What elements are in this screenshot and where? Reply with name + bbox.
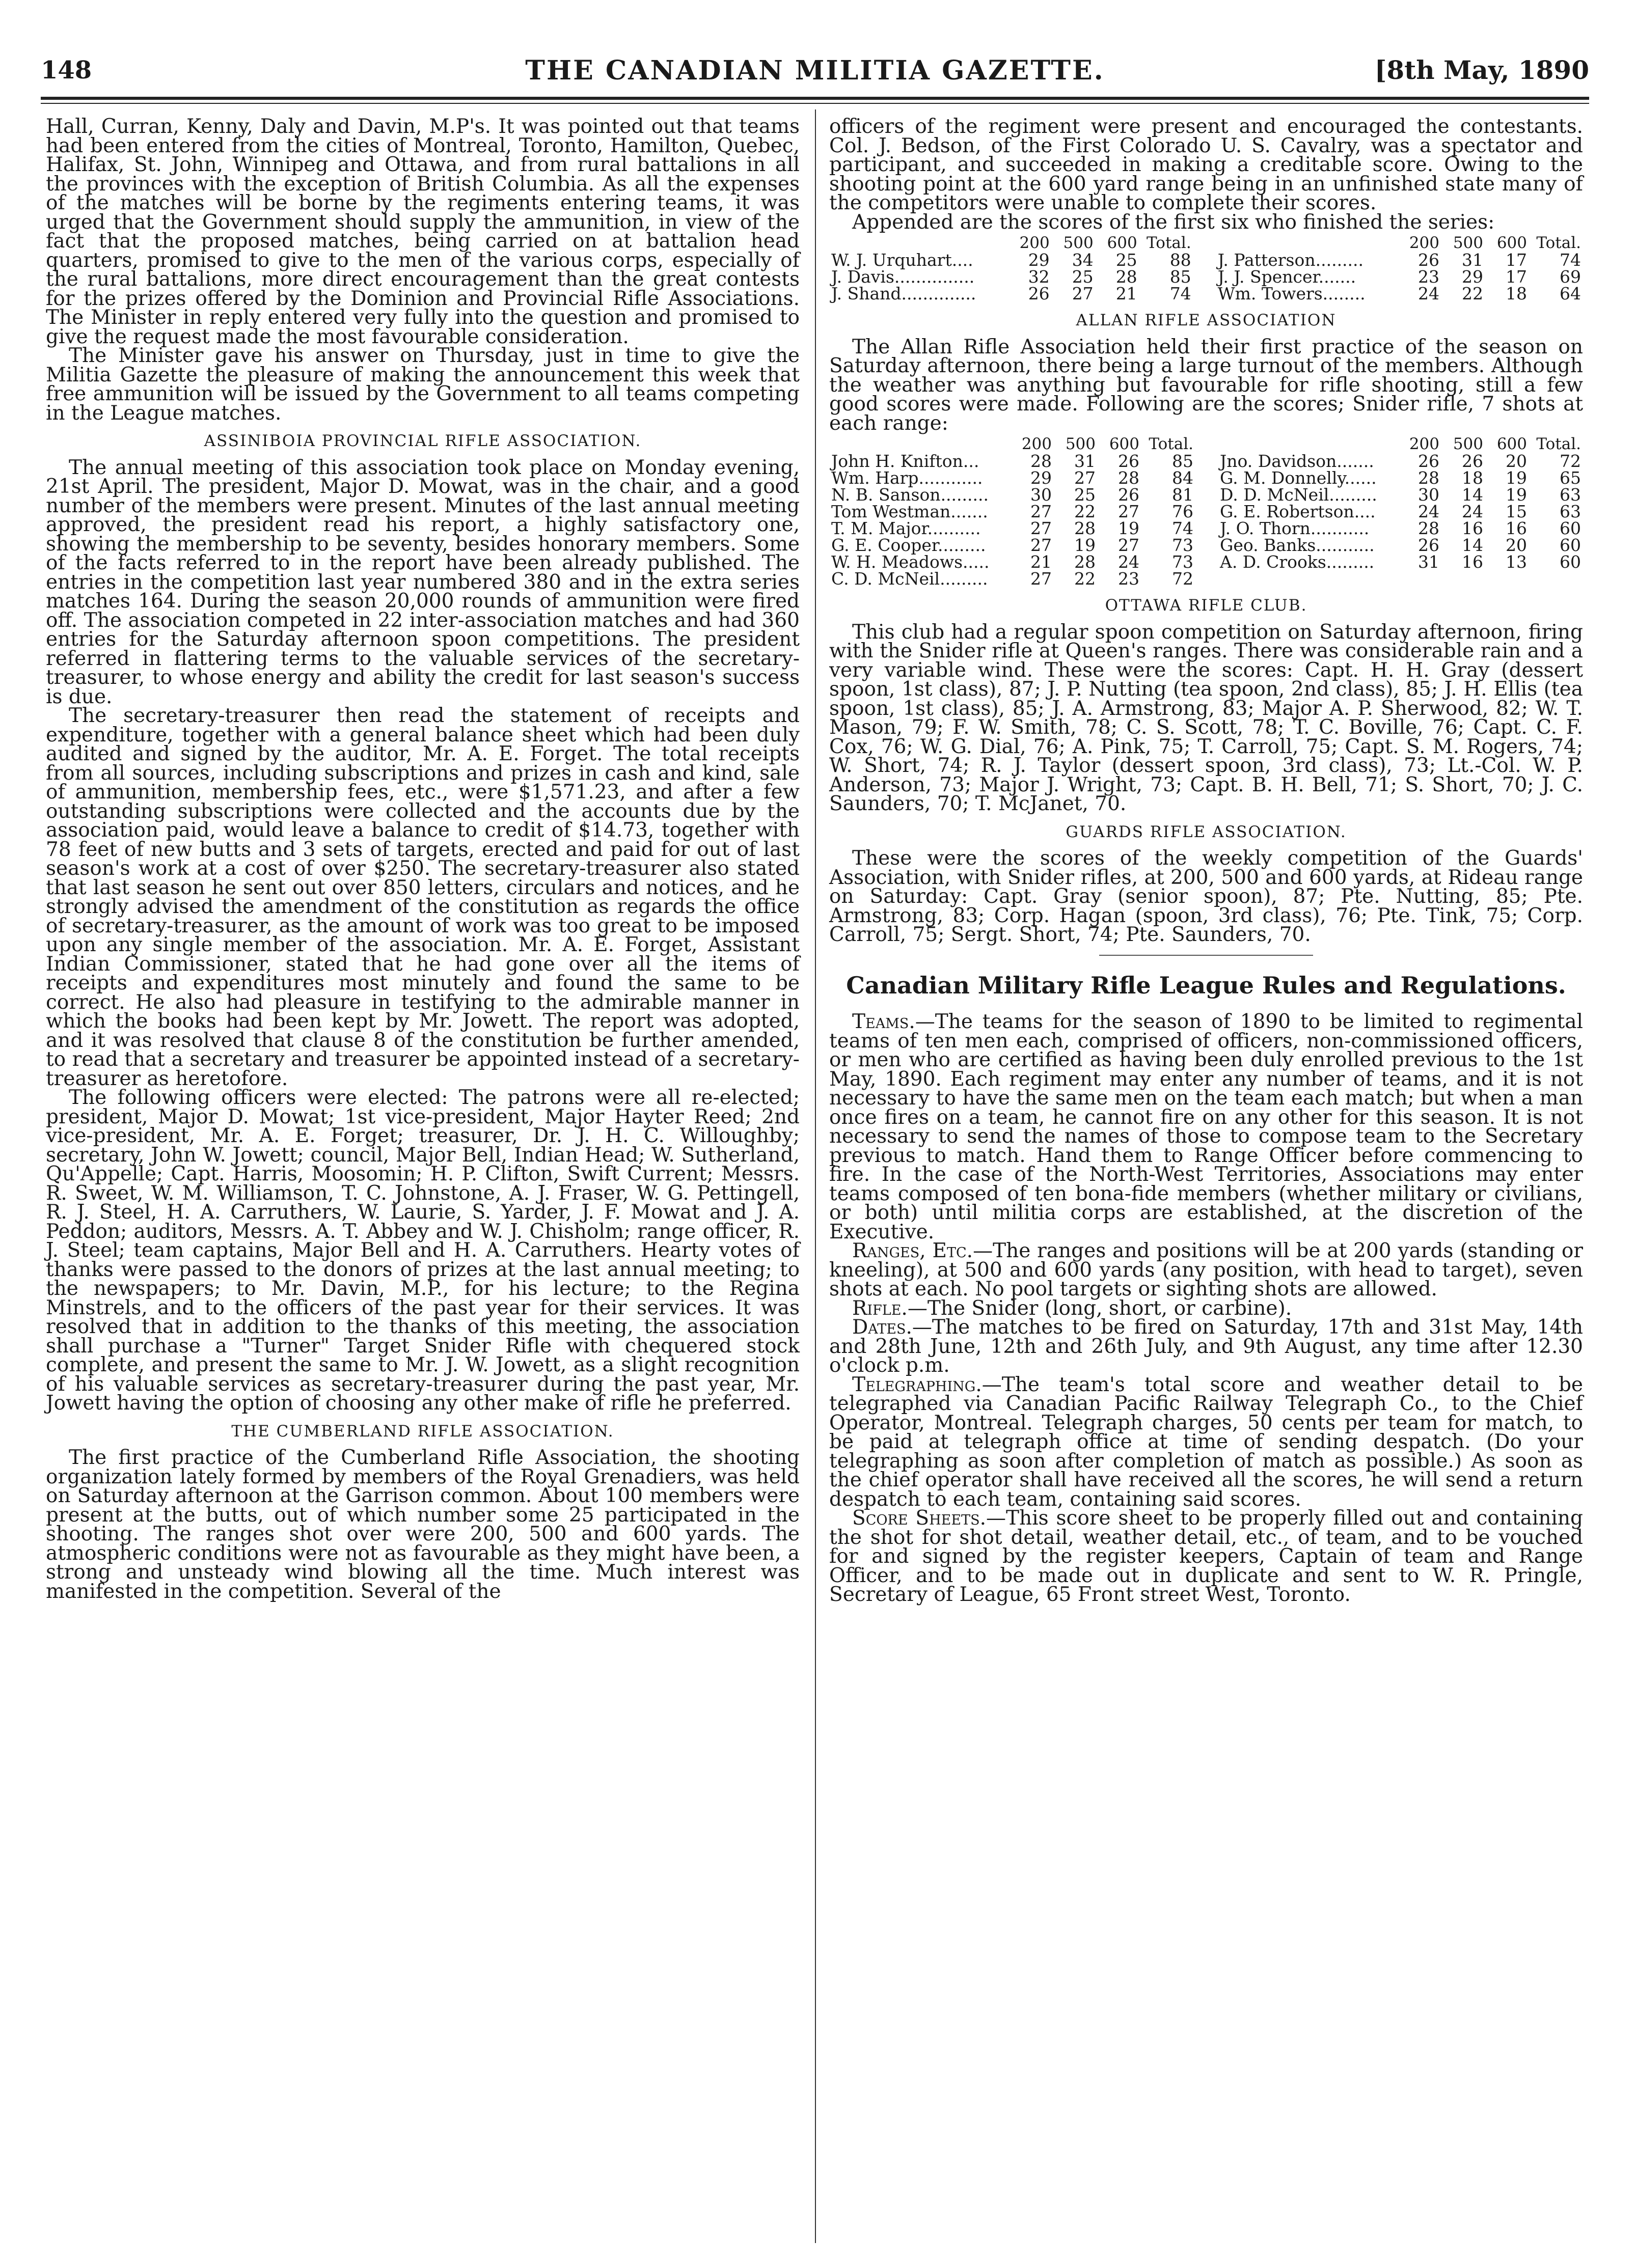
cell: 63 <box>1560 485 1581 505</box>
cell: 65 <box>1560 468 1581 488</box>
cell: 27 <box>1118 535 1139 555</box>
table-header-row <box>829 436 1583 453</box>
header-cell: 200 <box>1409 234 1439 252</box>
cell: G. E. Cooper......... <box>831 535 986 555</box>
cell: 27 <box>1030 518 1052 538</box>
cell: 21 <box>1115 284 1137 303</box>
cell: 25 <box>1072 267 1094 287</box>
cell: 26 <box>1418 535 1439 555</box>
cell: 26 <box>1418 451 1439 471</box>
header-cell: Total. <box>1149 435 1193 453</box>
table-row <box>829 537 1583 554</box>
table-row <box>829 469 1583 486</box>
header-cell: 600 <box>1496 234 1527 252</box>
cumberland-score-table <box>829 235 1583 302</box>
cell: 20 <box>1506 535 1527 555</box>
section-separator <box>1099 955 1313 956</box>
table-row <box>829 570 1583 587</box>
section-heading-ottawa: OTTAWA RIFLE CLUB. <box>1105 596 1307 615</box>
cell: G. E. Robertson.... <box>1220 502 1376 521</box>
paragraph: These were the scores of the weekly competition of the Guards' Association, with Snider rifles, at 200, 500 and 600 yards, at Rideau range on Saturday: Capt. Gray (senior spoon), 87; Pte. Nutting, 85; Pte. Armstrong, 83; Corp. Hagan (spoon, 3rd class), 76; Pte. Tink, 75; Corp. Carroll, 75; Sergt. Short, 74; Pte. Saunders, 70. <box>829 847 1583 946</box>
header-cell: 600 <box>1109 435 1139 453</box>
rule-text: —The Snider (long, short, or carbine). <box>907 1296 1292 1320</box>
cell: 16 <box>1506 518 1527 538</box>
cell: 31 <box>1074 451 1096 471</box>
cell: 21 <box>1030 552 1052 572</box>
cell: Wm. Towers........ <box>1217 284 1366 303</box>
allan-score-table <box>829 436 1583 587</box>
cell: J. O. Thorn........... <box>1220 518 1370 538</box>
cell: C. D. McNeil......... <box>831 569 988 589</box>
cell: T. M. Major.......... <box>831 518 981 538</box>
cell: N. B. Sanson......... <box>831 485 989 505</box>
cell: 30 <box>1418 485 1439 505</box>
cell: 14 <box>1462 485 1483 505</box>
cell: 63 <box>1560 502 1581 521</box>
cell: 24 <box>1118 552 1139 572</box>
cell: 25 <box>1074 485 1096 505</box>
rule-text: —This score sheet to be properly filled out and containing the shot for shot detail, weather detail, etc., of team, and to be vouched for and signed by the register keepers, Captain of team and Range Officer, and to be made out in duplicate and sent to W. R. Pringle, Secretary of League, 65 Front street West, Toronto. <box>829 1507 1583 1606</box>
paragraph: The Minister gave his answer on Thursday, just in time to give the Militia Gazette the pleasure of making the announcement this week that free ammunition will be issued by the Government to all teams competing in the League matches. <box>46 344 800 425</box>
cell: G. M. Donnelly...... <box>1220 468 1377 488</box>
issue-date: [8th May, 1890 <box>1374 55 1589 85</box>
table-row <box>829 252 1583 268</box>
paragraph: Hall, Curran, Kenny, Daly and Davin, M.P's. It was pointed out that teams had been entered from the cities of Montreal, Toronto, Hamilton, Quebec, Halifax, St. John, Winnipeg and Ottawa, and from rural battalions in all the provinces with the exception of British Columbia. As all the expenses of the matches will be borne by the regiments entering teams, it was urged that the Government should supply the ammunition, in view of the fact that the proposed matches, being carried on at battalion head quarters, promised to give to the men of the various corps, especially of the rural battalions, more direct encouragement than the great contests for the prizes offered by the Dominion and Provincial Rifle Associations. The Minister in reply entered very fully into the question and promised to give the request made the most favourable consideration. <box>46 115 800 348</box>
cell: 24 <box>1462 502 1483 521</box>
cell: 74 <box>1169 284 1191 303</box>
cell: 18 <box>1462 468 1483 488</box>
paragraph: Appended are the scores of the first six who finished the series: <box>852 210 1495 234</box>
cell: 26 <box>1118 451 1139 471</box>
cell: 28 <box>1118 468 1139 488</box>
cell: 74 <box>1172 518 1193 538</box>
cell: 76 <box>1172 502 1193 521</box>
cell: J. Shand.............. <box>831 284 976 303</box>
cell: Geo. Banks........... <box>1220 535 1375 555</box>
section-heading-cumberland: THE CUMBERLAND RIFLE ASSOCIATION. <box>231 1422 614 1441</box>
cell: W. J. Urquhart.... <box>831 250 973 270</box>
cell: 24 <box>1418 284 1439 303</box>
cell: 26 <box>1028 284 1050 303</box>
cell: 27 <box>1074 468 1096 488</box>
table-row <box>829 453 1583 469</box>
cell: 17 <box>1506 267 1527 287</box>
cell: 60 <box>1560 535 1581 555</box>
rule-text: —The team's total score and weather detail to be telegraphed via Canadian Pacific Railway Telegraph Co., to the Chief Operator, Montreal. Telegraph charges, 50 cents per team for match, to be paid at telegraph office at time of sending despatch. (Do your telegraphing as soon after completion of match as possible.) As soon as the chief operator shall have received all the scores, he will send a return despatch to each team, containing said scores. <box>829 1373 1583 1511</box>
cell: D. D. McNeil......... <box>1220 485 1377 505</box>
cell: 85 <box>1169 267 1191 287</box>
cell: Jno. Davidson....... <box>1220 451 1374 471</box>
cell: 27 <box>1030 535 1052 555</box>
cell: 73 <box>1172 535 1193 555</box>
cell: 20 <box>1506 451 1527 471</box>
cell: 28 <box>1418 518 1439 538</box>
cell: 14 <box>1462 535 1483 555</box>
left-column <box>46 117 800 1601</box>
cell: 32 <box>1028 267 1050 287</box>
paragraph: The following officers were elected: The patrons were all re-elected; president, Major D. Mowat; 1st vice-president, Major Hayter Reed; 2nd vice-president, Mr. A. E. Forget; treasurer, Dr. J. H. C. Willoughby; secretary, John W. Jowett; council, Major Bell, Indian Head; W. Sutherland, Qu'Appelle; Capt. Harris, Moosomin; H. P. Clifton, Swift Current; Messrs. R. Sweet, W. M. Williamson, T. C. Johnstone, A. J. Fraser, W. G. Pettingell, R. J. Steel, H. A. Carruthers, W. Laurie, S. Yarder, J. F. Mowat and J. A. Peddon; auditors, Messrs. A. T. Abbey and W. J. Chisholm; range officer, R. J. Steel; team captains, Major Bell and H. A. Carruthers. Hearty votes of thanks were passed to the donors of prizes at the last annual meeting; to the newspapers; to Mr. Davin, M.P., for his lecture; to the Regina Minstrels, and to the officers of the past year for their services. It was resolved that in addition to the thanks of this meeting, the association shall purchase a "Turner" Target Snider Rifle with chequered stock complete, and present the same to Mr. J. W. Jowett, as a slight recognition of his valuable services as secretary-treasurer during the past year, Mr. Jowett having the option of choosing any other make of rifle he preferred. <box>46 1086 800 1415</box>
paragraph: The annual meeting of this association took place on Monday evening, 21st April. The president, Major D. Mowat, was in the chair, and a good number of the members were present. Minutes of the last annual meeting approved, the president read his report, a highly satisfactory one, showing the membership to be seventy, besides honorary members. Some of the facts referred to in the report have been already published. The entries in the competition last year numbered 380 and in the extra series matches 164. During the season 20,000 rounds of ammunition were fired off. The association competed in 22 inter-association matches and had 360 entries for the Saturday afternoon spoon competitions. The president referred in flattering terms to the valuable services of the secretary-treasurer, to whose energy and ability the credit for last season's success is due. <box>46 456 800 708</box>
section-heading-guards: GUARDS RIFLE ASSOCIATION. <box>1066 822 1347 841</box>
cell: 29 <box>1462 267 1483 287</box>
column-divider <box>815 109 816 2243</box>
rule-text: —The ranges and positions will be at 200 yards (standing or kneeling), at 500 and 600 yards (any position, with head to target), seven shots at each. No pool targets or sighting shots are allowed. <box>829 1239 1584 1301</box>
table-row <box>829 285 1583 302</box>
cell: 72 <box>1560 451 1581 471</box>
cell: 73 <box>1172 552 1193 572</box>
cell: 19 <box>1118 518 1139 538</box>
cell: 34 <box>1072 250 1094 270</box>
header-cell: Total. <box>1536 234 1581 252</box>
cell: 28 <box>1115 267 1137 287</box>
cell: 72 <box>1172 569 1193 589</box>
cell: 26 <box>1462 451 1483 471</box>
table-row <box>829 268 1583 285</box>
cell: A. D. Crooks......... <box>1220 552 1375 572</box>
table-header-row <box>829 235 1583 252</box>
rule-label: Score Sheets. <box>852 1507 986 1530</box>
paragraph: The secretary-treasurer then read the statement of receipts and expenditure, together with a general balance sheet which had been duly audited and signed by the auditor, Mr. A. E. Forget. The total receipts from all sources, including subscriptions and prizes in cash and kind, sale of ammunition, membership fees, etc., were $1,571.23, and after a few outstanding subscriptions were collected and the accounts due by the association paid, would leave a balance to credit of $14.73, together with 78 feet of new butts and 3 sets of targets, erected and paid for out of last season's work at a cost of over $250. The secretary-treasurer also stated that last season he sent out over 850 letters, circulars and notices, and he strongly advised the amendment of the constitution as regards the office of secretary-treasurer, as the amount of work was too great to be imposed upon any single member of the association. Mr. A. E. Forget, Assistant Indian Commissioner, stated that he had gone over all the items of receipts and expenditures most minutely and found the same to be correct. He also had pleasure in testifying to the admirable manner in which the books had been kept by Mr. Jowett. The report was adopted, and it was resolved that clause 8 of the constitution be further amended, to read that a secretary and treasurer be appointed instead of a secretary-treasurer as heretofore. <box>46 704 800 1090</box>
paragraph: officers of the regiment were present and encouraged the contestants. Col. J. Bedson, of the First Colorado U. S. Cavalry, was a spectator and participant, and succeeded in making a creditable score. Owing to the shooting point at the 600 yard range being in an unfinished state many of the competitors were unable to complete their scores. <box>829 115 1583 214</box>
cell: 29 <box>1028 250 1050 270</box>
cell: 16 <box>1462 552 1483 572</box>
paragraph: This club had a regular spoon competition on Saturday afternoon, firing with the Snider rifle at Queen's ranges. There was considerable rain and a very variable wind. These were the scores: Capt. H. H. Gray (dessert spoon, 1st class), 87; J. P. Nutting (tea spoon, 2nd class), 85; J. H. Ellis (tea spoon, 1st class), 85; J. A. Armstrong, 83; Major A. P. Sherwood, 82; W. T. Mason, 79; F. W. Smith, 78; C. S. Scott, 78; T. C. Boville, 76; Capt. C. F. Cox, 76; W. G. Dial, 76; A. Pink, 75; T. Carroll, 75; Capt. S. M. Rogers, 74; W. Short, 74; R. J. Taylor (dessert spoon, 3rd class), 73; Lt.-Col. W. P. Anderson, 73; Major J. Wright, 73; Capt. B. H. Bell, 71; S. Short, 70; J. C. Saunders, 70; T. McJanet, 70. <box>829 620 1583 815</box>
cell: 27 <box>1118 502 1139 521</box>
cell: 28 <box>1030 451 1052 471</box>
rule-label: Teams. <box>852 1010 915 1033</box>
rule-label: Ranges, Etc. <box>852 1239 973 1262</box>
rule-paragraph-rifle <box>829 1296 1583 1320</box>
cell: 81 <box>1172 485 1193 505</box>
cell: 17 <box>1506 250 1527 270</box>
header-cell: Total. <box>1147 234 1191 252</box>
cell: 84 <box>1172 468 1193 488</box>
cell: W. H. Meadows..... <box>831 552 990 572</box>
cell: 26 <box>1118 485 1139 505</box>
cell: 27 <box>1030 502 1052 521</box>
cell: 74 <box>1560 250 1581 270</box>
header-cell: 200 <box>1409 435 1439 453</box>
page-number: 148 <box>41 56 92 85</box>
newspaper-title: THE CANADIAN MILITIA GAZETTE. <box>525 55 1105 86</box>
header-cell: 500 <box>1453 435 1483 453</box>
paragraph: The first practice of the Cumberland Rifle Association, the shooting organization lately formed by members of the Royal Grenadiers, was held on Saturday afternoon at the Garrison common. About 100 members were present at the butts, out of which number some 25 participated in the shooting. The ranges shot over were 200, 500 and 600 yards. The atmospheric conditions were not as favourable as they might have been, a strong and unsteady wind blowing all the time. Much interest was manifested in the competition. Several of the <box>46 1446 800 1603</box>
header-cell: 200 <box>1021 435 1052 453</box>
cell: 23 <box>1118 569 1139 589</box>
cell: 27 <box>1072 284 1094 303</box>
cell: 60 <box>1560 552 1581 572</box>
rule-label: Telegraphing. <box>852 1373 982 1396</box>
cell: 22 <box>1074 502 1096 521</box>
header-cell: 200 <box>1019 234 1050 252</box>
cell: 64 <box>1560 284 1581 303</box>
table-row <box>829 503 1583 520</box>
cell: 19 <box>1506 485 1527 505</box>
cell: 16 <box>1462 518 1483 538</box>
right-column <box>829 117 1583 1605</box>
cell: 27 <box>1030 569 1052 589</box>
cell: 28 <box>1074 518 1096 538</box>
cell: 19 <box>1506 468 1527 488</box>
cell: 13 <box>1506 552 1527 572</box>
rule-text: —The matches to be fired on Saturday, 17th and 31st May, 14th and 28th June, 12th and 26th July, and 9th August, any time after 12.30 o'clock p.m. <box>829 1316 1583 1377</box>
rule-paragraph-ranges <box>829 1241 1583 1299</box>
cell: J. J. Spencer....... <box>1217 267 1356 287</box>
section-heading-allan: ALLAN RIFLE ASSOCIATION <box>1076 311 1337 329</box>
header-cell: 500 <box>1453 234 1483 252</box>
table-row <box>829 486 1583 503</box>
cell: 85 <box>1172 451 1193 471</box>
cell: 31 <box>1462 250 1483 270</box>
cell: Wm. Harp............ <box>831 468 983 488</box>
rule-paragraph-score-sheets <box>829 1509 1583 1605</box>
league-rules-heading: Canadian Military Rifle League Rules and Regulations. <box>846 971 1566 999</box>
header-cell: 500 <box>1063 234 1094 252</box>
rule-paragraph-telegraphing <box>829 1375 1583 1509</box>
cell: 18 <box>1506 284 1527 303</box>
cell: 69 <box>1560 267 1581 287</box>
rule-paragraph-teams <box>829 1012 1583 1241</box>
cell: 88 <box>1169 250 1191 270</box>
cell: 25 <box>1115 250 1137 270</box>
cell: 28 <box>1074 552 1096 572</box>
cell: 22 <box>1074 569 1096 589</box>
cell: 30 <box>1030 485 1052 505</box>
cell: 24 <box>1418 502 1439 521</box>
cell: 22 <box>1462 284 1483 303</box>
cell: 23 <box>1418 267 1439 287</box>
rule-label: Rifle. <box>852 1296 908 1320</box>
cell: 28 <box>1418 468 1439 488</box>
rule-label: Dates. <box>852 1316 912 1339</box>
cell: John H. Knifton... <box>831 451 979 471</box>
cell: J. Patterson......... <box>1217 250 1364 270</box>
masthead <box>41 51 1589 97</box>
cell: 31 <box>1418 552 1439 572</box>
header-cell: Total. <box>1536 435 1581 453</box>
rule-text: —The teams for the season of 1890 to be limited to regimental teams of ten men each, comprised of officers, non-commissioned officers, or men who are certified as having been duly enrolled previous to the 1st May, 1890. Each regiment may enter any number of teams, and it is not necessary to have the same men on the team each match; but when a man once fires on a team, he cannot fire on any other for this season. It is not necessary to send the names of those to compose team to the Secretary previous to match. Hand them to Range Officer before commencing to fire. In the case of the North-West Territories, Associations may enter teams composed of ten bona-fide members (whether military or civilians, or both) until militia corps are established, at the discretion of the Executive. <box>829 1010 1583 1243</box>
paragraph: The Allan Rifle Association held their first practice of the season on Saturday afternoon, there being a large turnout of the members. Although the weather was anything but favourable for rifle shooting, still a few good scores were made. Following are the scores; Snider rifle, 7 shots at each range: <box>829 335 1583 435</box>
section-heading-assiniboia: ASSINIBOIA PROVINCIAL RIFLE ASSOCIATION. <box>204 432 642 450</box>
header-cell: 500 <box>1065 435 1096 453</box>
masthead-rule <box>41 97 1589 100</box>
cell: 29 <box>1030 468 1052 488</box>
cell: 60 <box>1560 518 1581 538</box>
header-cell: 600 <box>1496 435 1527 453</box>
rule-paragraph-dates <box>829 1318 1583 1375</box>
header-cell: 600 <box>1107 234 1137 252</box>
table-row <box>829 554 1583 570</box>
cell: 15 <box>1506 502 1527 521</box>
table-row <box>829 520 1583 537</box>
cell: 19 <box>1074 535 1096 555</box>
masthead-rule-thin <box>41 103 1589 104</box>
cell: Tom Westman....... <box>831 502 988 521</box>
cell: J. Davis............... <box>831 267 975 287</box>
cell: 26 <box>1418 250 1439 270</box>
